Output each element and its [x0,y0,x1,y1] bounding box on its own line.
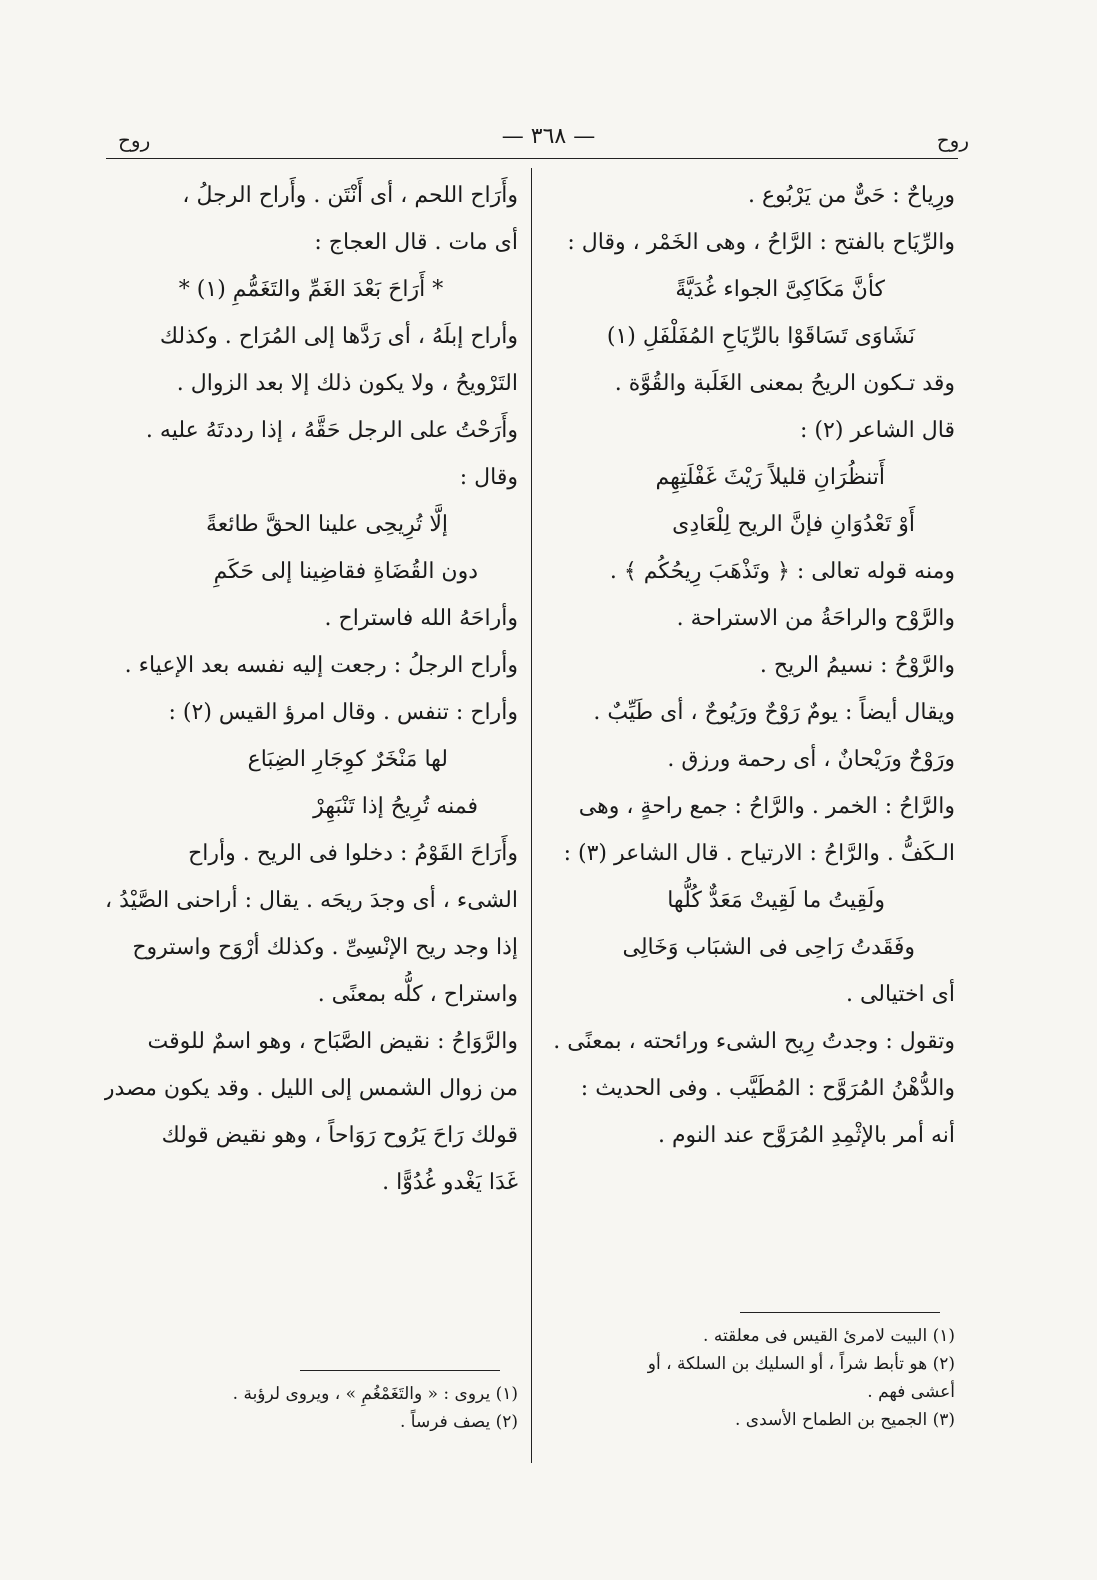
text-line: ويقال أيضاً : يومٌ رَوْحٌ ورَيُوحٌ ، أى طَيِّبٌ . [593,700,955,725]
text-line: التَرْويحُ ، ولا يكون ذلك إلا بعد الزوال . [176,371,518,396]
left-footnotes [104,1380,518,1436]
text-line: وأراح : تنفس . وقال امرؤ القيس (٢) : [168,700,518,725]
right-footnotes [545,1322,955,1434]
text-line: والدُّهْنُ المُرَوَّح : المُطَيَّب . وفى الحديث : [580,1076,955,1101]
text-line: والرَّوْح والراحَةُ من الاستراحة . [676,606,955,631]
text-line: الشىء ، أى وجدَ ريحَه . يقال : أراحنى الصَّيْدُ ، [105,888,518,913]
header-root-left: روح [118,128,151,152]
verse-line: أَتنظُرَانِ قليلاً رَيْثَ غَفْلَتِهِم [655,465,885,490]
footnote: (١) يروى : « والتَغَمْغُمِ » ، ويروى لرؤبة . [232,1384,518,1404]
text-line: ورِياحٌ : حَىٌّ من يَرْبُوع . [748,183,955,208]
text-line: وأَرَاحَ القَوْمُ : دخلوا فى الريح . وأراح [188,841,518,866]
verse-line: * أَرَاحَ بَعْدَ الغَمِّ والتَغَمُّمِ (١) * [178,277,444,302]
text-line: قال الشاعر (٢) : [799,418,955,443]
text-line: وأَرَاح اللحم ، أى أَنْتَن . وأَراح الرجلُ ، [182,183,518,208]
verse-line: ولَقِيتُ ما لَقِيتْ مَعَدٌّ كُلُّها [667,888,885,913]
verse-line: أَوْ تَعْدُوَانِ فإنَّ الريح لِلْعَادِى [672,512,915,537]
footnote: (١) البيت لامرئ القيس فى معلقته . [703,1326,955,1346]
verse-line: دون القُضَاةِ فقاضِينا إلى حَكَمِ [213,559,478,584]
verse-line: نَشَاوَى تَسَاقَوْا بالرِّيَاحِ المُفَلْفَلِ (١) [606,324,915,349]
verse-line: كأنَّ مَكَاكِىَّ الجواء غُدَيَّةً [675,277,885,302]
header-root-right: روح [936,128,969,152]
text-line: وأَرَحْتُ على الرجل حَقَّهُ ، إذا رددتَهُ عليه . [145,418,518,443]
text-line: أنه أمر بالإثْمِدِ المُرَوَّح عند النوم . [657,1123,955,1148]
footnote-rule-right [740,1312,940,1313]
page-number: — ٣٦٨ — [501,124,596,149]
text-line: قولك رَاحَ يَرُوح رَوَاحاً ، وهو نقيض قولك [161,1123,518,1148]
right-column [545,172,955,1159]
text-line: وأراح إبلَهُ ، أى رَدَّها إلى المُرَاح . وكذلك [159,324,518,349]
text-line: ومنه قوله تعالى : ﴿ وتَذْهَبَ رِيحُكُم ﴾ . [609,559,955,584]
text-line: وأراحَهُ الله فاستراح . [324,606,518,631]
left-column [104,172,518,1206]
text-line: وتقول : وجدتُ رِيح الشىء ورائحته ، بمعنًى . [553,1029,955,1054]
text-line: إذا وجد ريح الإنْسِىِّ . وكذلك أرْوَح واستروح [132,935,518,960]
text-line: واستراح ، كلُّه بمعنًى . [317,982,518,1007]
verse-line: إلَّا تُرِيحِى علينا الحقَّ طائعةً [205,512,448,537]
text-line: والرَّوْحُ : نسيمُ الريح . [759,653,955,678]
footnote: أعشى فهم . [867,1382,955,1402]
verse-line: وفَقَدتُ رَاحِى فى الشبَاب وَخَالِى [622,935,915,960]
text-line: والرَّوَاحُ : نقيض الصَّبَاح ، وهو اسمٌ للوقت [147,1029,518,1054]
text-line: غَدَا يَغْدو غُدُوًّا . [382,1170,518,1195]
verse-line: لها مَنْخَرٌ كوِجَارِ الضِبَاع [247,747,448,772]
footnote: (٢) هو تأبط شراً ، أو السليك بن السلكة ، أو [647,1354,955,1374]
text-line: أى اختيالى . [845,982,955,1007]
text-line: الـكَفُّ . والرَّاحُ : الارتياح . قال الشاعر (٣) : [563,841,955,866]
text-line: أى مات . قال العجاج : [314,230,518,255]
text-line: وأراح الرجلُ : رجعت إليه نفسه بعد الإعياء . [124,653,518,678]
header-rule [106,158,958,159]
column-divider [531,168,532,1463]
text-line: وقد تـكون الريحُ بمعنى الغَلَبة والقُوَّة . [614,371,955,396]
text-line: وقال : [459,465,518,490]
footnote: (٢) يصف فرساً . [399,1412,518,1432]
text-line: والرَّاحُ : الخمر . والرَّاحُ : جمع راحةٍ ، وهى [578,794,955,819]
footnote: (٣) الجميح بن الطماح الأسدى . [734,1410,955,1430]
text-line: ورَوْحٌ ورَيْحانٌ ، أى رحمة ورزق . [667,747,955,772]
text-line: من زوال الشمس إلى الليل . وقد يكون مصدر [104,1076,518,1101]
footnote-rule-left [300,1370,500,1371]
verse-line: فمنه تُرِيحُ إذا تَنْبَهِرْ [313,794,478,819]
text-line: والرِّيَاح بالفتح : الرَّاحُ ، وهى الخَمْر ، وقال : [567,230,955,255]
